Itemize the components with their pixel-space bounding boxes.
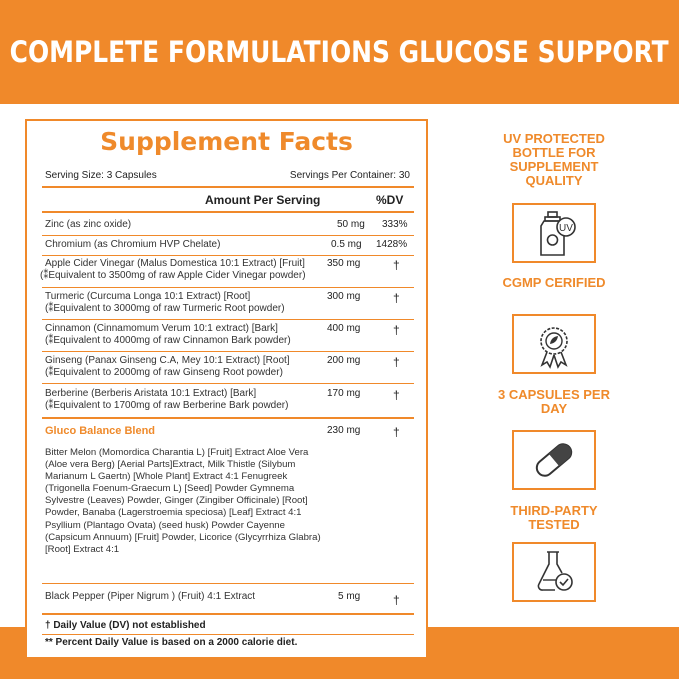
divider: [42, 255, 414, 256]
row-amount: 170 mg: [327, 388, 361, 399]
divider: [42, 235, 414, 236]
badge-cgmp-box: [512, 314, 596, 374]
blend-ingredients: Bitter Melon (Momordica Charantia L) [Fruit] Extract Aloe Vera (Aloe vera Berg) [Aerial Parts]Extract, Milk Thistle (Silybum Marianum L Gaertn) [Whole Plant] Extract 4:1 Fenugreek (Trigonella Foenum-Graecum L) [Seed] Powder Gymnema Sylvestre (Leaves) Powder, Ginger (Zingiber Officinale) [Root] Powder, Banaba (Lagerstroemia speciosa) [Leaf] Extract 4:1 Psyllium (Plantago Ovata) (seed husk) Powder Cayenne (Capsicum Annuum) [Fruit] Powder, Licorice (Glycyrrhiza Glabra) [Root] Extract 4:1: [45, 447, 321, 555]
row-amount: 200 mg: [327, 355, 361, 366]
row-amount: 400 mg: [327, 323, 361, 334]
divider: [42, 383, 414, 384]
award-leaf-icon: [514, 316, 594, 372]
row-name: Cinnamon (Cinnamomum Verum 10:1 extract) [Bark]: [45, 323, 278, 334]
blend-dv: †: [393, 425, 400, 439]
black-pepper-dv: †: [393, 593, 400, 607]
black-pepper-name: Black Pepper (Piper Nigrum ) (Fruit) 4:1 Extract: [45, 591, 256, 602]
uv-icon-text: UV: [559, 223, 573, 234]
divider: [42, 613, 414, 615]
capsule-icon: [514, 432, 594, 488]
flask-check-icon: [514, 544, 594, 600]
divider: [42, 186, 414, 188]
row-name: Turmeric (Curcuma Longa 10:1 Extract) [Root]: [45, 291, 251, 302]
title-banner: [0, 0, 679, 104]
footnote-calorie: ** Percent Daily Value is based on a 2000 calorie diet.: [45, 637, 298, 648]
row-dv: †: [393, 323, 400, 337]
uv-bottle-icon: [514, 205, 594, 261]
row-name: Berberine (Berberis Aristata 10:1 Extract) [Bark]: [45, 388, 257, 399]
divider: [42, 211, 414, 213]
divider: [42, 319, 414, 320]
badge-uv-box: [512, 203, 596, 263]
badge-tested-box: [512, 542, 596, 602]
supplement-facts-panel: [25, 119, 428, 659]
row-sub: (⁑Equivalent to 3000mg of raw Turmeric Root powder): [45, 303, 285, 314]
amount-per-serving-header: Amount Per Serving: [205, 193, 321, 207]
blend-title: Gluco Balance Blend: [45, 425, 156, 437]
row-amount: 300 mg: [327, 291, 361, 302]
badge-cgmp-label: CGMP CERIFIED: [502, 275, 606, 290]
row-name: Apple Cider Vinegar (Malus Domestica 10:1 Extract) [Fruit]: [45, 258, 305, 269]
row-name: Ginseng (Panax Ginseng C.A, Mey 10:1 Extract) [Root]: [45, 355, 290, 366]
row-name: Chromium (as Chromium HVP Chelate): [45, 239, 221, 250]
badge-tested-label: THIRD-PARTY TESTED: [510, 503, 598, 532]
row-dv: †: [393, 355, 400, 369]
supplement-facts-title: Supplement Facts: [100, 127, 353, 156]
row-sub: (⁑Equivalent to 3500mg of raw Apple Cider Vinegar powder): [40, 270, 306, 281]
row-dv: †: [393, 388, 400, 402]
row-name: Zinc (as zinc oxide): [45, 219, 132, 230]
row-dv: †: [393, 291, 400, 305]
divider: [42, 417, 414, 419]
footnote-daily-value: † Daily Value (DV) not established: [45, 620, 206, 631]
row-dv: †: [393, 258, 400, 272]
banner-title: COMPLETE FORMULATIONS GLUCOSE SUPPORT: [9, 35, 670, 69]
black-pepper-amount: 5 mg: [338, 591, 361, 602]
divider: [42, 287, 414, 288]
badge-capsules-box: [512, 430, 596, 490]
row-amount: 50 mg: [337, 219, 365, 230]
dv-header: %DV: [376, 193, 404, 207]
row-dv: 333%: [382, 219, 408, 230]
serving-size: Serving Size: 3 Capsules: [45, 170, 157, 181]
row-sub: (⁑Equivalent to 2000mg of raw Ginseng Root powder): [45, 367, 283, 378]
badge-capsules-label: 3 CAPSULES PER DAY: [498, 387, 610, 416]
row-amount: 0.5 mg: [331, 239, 362, 250]
divider: [42, 583, 414, 584]
row-dv: 1428%: [376, 239, 408, 250]
blend-amount: 230 mg: [327, 425, 361, 436]
row-sub: (⁑Equivalent to 4000mg of raw Cinnamon Bark powder): [45, 335, 291, 346]
divider: [42, 351, 414, 352]
divider: [42, 634, 414, 635]
servings-per-container: Servings Per Container: 30: [289, 170, 410, 181]
badge-uv-label: UV PROTECTED BOTTLE FOR SUPPLEMENT QUALITY: [503, 131, 605, 188]
row-sub: (⁑Equivalent to 1700mg of raw Berberine Bark powder): [45, 400, 289, 411]
row-amount: 350 mg: [327, 258, 361, 269]
